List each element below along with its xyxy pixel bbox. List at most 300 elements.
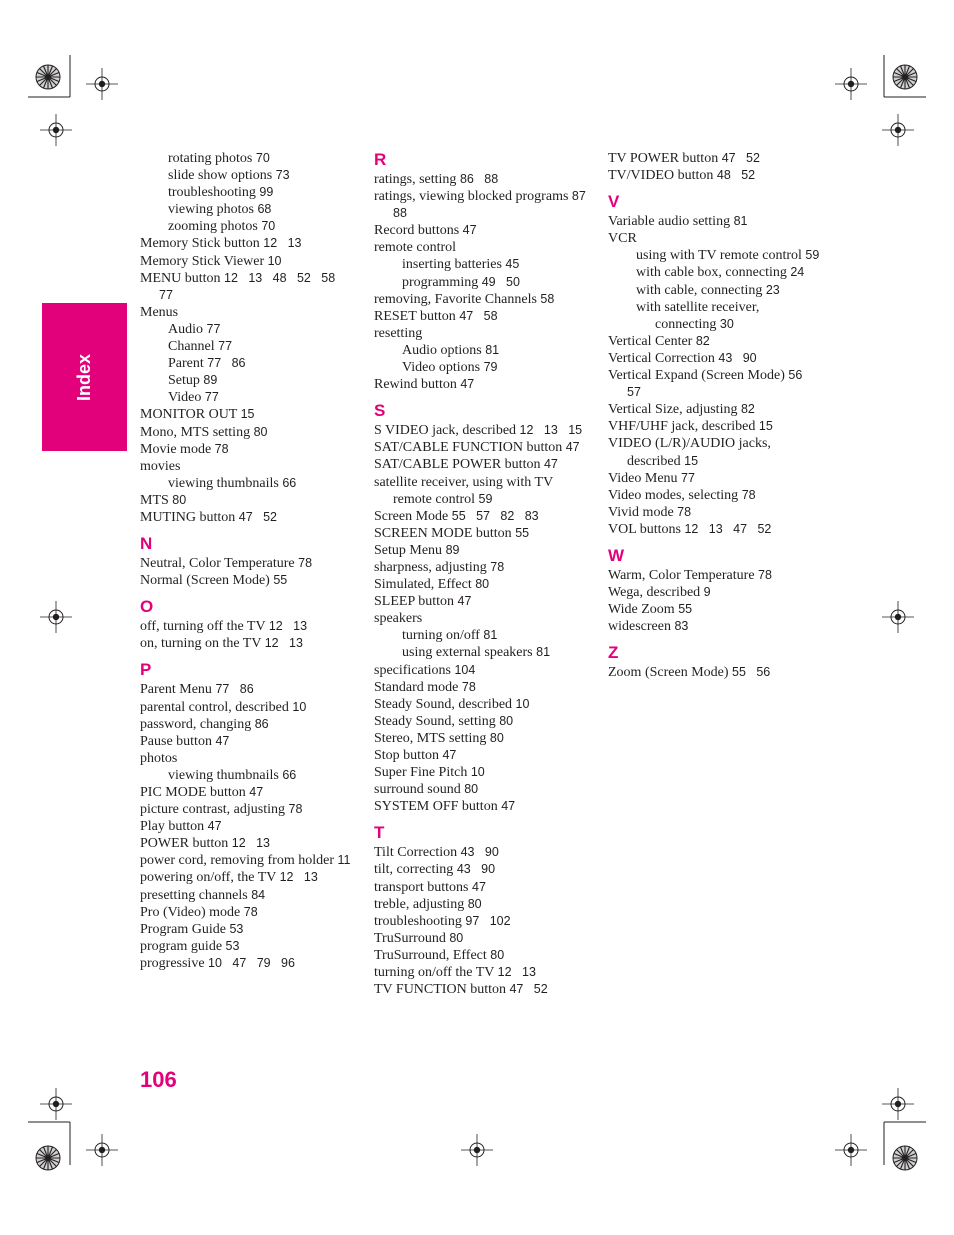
index-entry — [140, 424, 355, 441]
index-term: using with TV remote control — [636, 248, 802, 264]
index-term: Video — [168, 390, 202, 406]
index-term: TruSurround — [374, 930, 446, 946]
index-page-refs: 81 — [485, 342, 500, 357]
index-page-refs: 10 — [292, 699, 307, 714]
index-term: Vertical Center — [608, 333, 693, 349]
index-term: Video Menu — [608, 470, 678, 486]
index-term: presetting channels — [140, 887, 248, 903]
index-term: with satellite receiver, connecting — [636, 299, 760, 332]
index-term: Steady Sound, setting — [374, 713, 496, 729]
index-entry — [140, 304, 355, 321]
index-entry — [374, 747, 589, 764]
index-page-refs: 15 — [240, 407, 255, 422]
registration-mark-icon — [835, 1134, 867, 1166]
index-page-refs: 10 — [470, 765, 485, 780]
index-page-refs: 77 — [218, 339, 233, 354]
index-entry — [140, 955, 355, 972]
index-page-refs: 78 — [490, 559, 505, 574]
index-entry — [374, 798, 589, 815]
index-subentry — [374, 627, 589, 644]
index-term: turning on/off the TV — [374, 965, 495, 981]
index-entry — [140, 270, 355, 304]
index-entry — [374, 542, 589, 559]
index-term: Play button — [140, 819, 205, 835]
index-term: Program Guide — [140, 921, 226, 937]
index-entry — [608, 230, 823, 247]
index-entry — [140, 572, 355, 589]
index-page-refs: 80 — [475, 577, 490, 592]
index-page-refs: 12 13 — [268, 619, 308, 634]
section-letter: Z — [608, 643, 619, 663]
index-entry — [374, 308, 589, 325]
index-page-refs: 11 — [337, 853, 351, 868]
index-page-refs: 47 52 — [721, 151, 760, 165]
index-page-refs: 47 58 — [459, 308, 498, 323]
index-page-refs: 78 — [741, 487, 756, 502]
index-entry — [140, 681, 355, 698]
index-term: Simulated, Effect — [374, 577, 472, 593]
index-entry — [374, 861, 589, 878]
index-term: Steady Sound, described — [374, 696, 513, 712]
index-entry — [374, 844, 589, 861]
index-entry — [374, 930, 589, 947]
index-page-refs: 73 — [275, 168, 290, 183]
index-page-refs: 80 — [467, 896, 482, 911]
index-term: with cable, connecting — [636, 282, 763, 298]
index-entry — [374, 439, 589, 456]
index-term: off, turning off the TV — [140, 619, 266, 635]
index-subentry — [608, 264, 823, 281]
index-term: Screen Mode — [374, 508, 449, 524]
color-target-icon — [36, 1146, 60, 1170]
index-term: Stereo, MTS setting — [374, 730, 487, 746]
index-page-refs: 9 — [703, 585, 711, 600]
index-page-refs: 83 — [674, 619, 689, 634]
index-term: remote control — [374, 240, 457, 256]
index-page-refs: 12 13 48 52 58 77 — [159, 270, 346, 302]
index-entry — [374, 679, 589, 696]
index-entry — [140, 441, 355, 458]
index-term: Parent — [168, 356, 204, 372]
index-page-refs: 15 — [684, 453, 699, 468]
index-page-refs: 47 52 — [238, 509, 278, 524]
index-entry — [140, 750, 355, 767]
index-term: Variable audio setting — [608, 214, 731, 230]
index-entry — [374, 913, 589, 930]
index-entry — [374, 896, 589, 913]
index-page-refs: 43 90 — [456, 862, 496, 877]
index-term: removing, Favorite Channels — [374, 291, 537, 307]
index-entry — [374, 764, 589, 781]
index-entry — [608, 584, 823, 601]
index-term: ratings, viewing blocked programs — [374, 189, 569, 205]
index-page-refs: 81 — [536, 645, 551, 660]
index-entry — [608, 601, 823, 618]
index-subentry — [140, 150, 355, 167]
index-term: SAT/CABLE POWER button — [374, 457, 541, 473]
index-subentry — [140, 218, 355, 235]
index-subentry — [140, 338, 355, 355]
index-entry — [140, 635, 355, 652]
index-entry — [608, 521, 823, 538]
index-subentry — [140, 372, 355, 389]
index-term: program guide — [140, 938, 223, 954]
index-entry — [608, 150, 823, 167]
index-term: viewing thumbnails — [168, 475, 279, 491]
side-tab-label-wrap — [42, 303, 127, 451]
index-term: troubleshooting — [374, 913, 462, 929]
section-letter: V — [608, 192, 620, 212]
index-term: Warm, Color Temperature — [608, 567, 755, 583]
index-subentry — [374, 256, 589, 273]
index-term: photos — [140, 750, 178, 766]
index-page-refs: 47 — [207, 819, 222, 834]
index-page-refs: 47 — [215, 733, 230, 748]
index-term: zooming photos — [168, 219, 258, 235]
index-term: PIC MODE button — [140, 785, 246, 800]
index-page-refs: 82 — [695, 333, 710, 348]
index-entry — [608, 333, 823, 350]
index-entry — [374, 981, 589, 998]
index-page-refs: 89 — [445, 542, 460, 557]
index-subentry — [374, 359, 589, 376]
index-page-refs: 47 — [457, 594, 472, 609]
index-page-refs: 86 — [254, 716, 269, 731]
index-term: Stop button — [374, 748, 439, 763]
index-term: turning on/off — [402, 628, 480, 644]
index-page-refs: 12 13 15 — [519, 423, 583, 438]
index-term: Wide Zoom — [608, 602, 675, 618]
registration-mark-icon — [882, 1088, 914, 1120]
index-entry — [140, 253, 355, 270]
index-entry — [608, 487, 823, 504]
index-term: ratings, setting — [374, 172, 457, 187]
section-letter: O — [140, 597, 154, 617]
index-entry — [140, 938, 355, 955]
index-subentry — [608, 247, 823, 264]
index-entry — [374, 696, 589, 713]
section-letter: R — [374, 150, 387, 169]
index-term: parental control, described — [140, 699, 289, 715]
index-entry — [608, 213, 823, 230]
index-term: power cord, removing from holder — [140, 853, 334, 869]
registration-mark-icon — [882, 114, 914, 146]
index-page-refs: 80 — [172, 492, 187, 507]
index-term: Vertical Correction — [608, 350, 715, 366]
index-term: on, turning on the TV — [140, 636, 262, 652]
index-term: TV POWER button — [608, 151, 719, 166]
index-page-refs: 47 — [462, 223, 477, 238]
index-term: SCREEN MODE button — [374, 525, 512, 541]
section-letter: W — [608, 545, 625, 565]
index-term: Pause button — [140, 733, 212, 749]
index-term: Setup — [168, 373, 200, 389]
registration-mark-icon — [882, 601, 914, 633]
index-term: programming — [402, 274, 479, 290]
index-entry — [374, 610, 589, 627]
index-entry — [140, 869, 355, 886]
index-entry — [140, 406, 355, 423]
index-page-refs: 55 57 82 83 — [451, 508, 539, 523]
index-page-refs: 78 — [243, 904, 258, 919]
registration-mark-icon — [40, 601, 72, 633]
index-page-refs: 81 — [733, 214, 748, 229]
index-term: Video options — [402, 360, 481, 376]
index-page-refs: 77 86 — [215, 682, 254, 697]
index-term: POWER button — [140, 836, 229, 852]
index-subentry — [140, 201, 355, 218]
index-entry — [140, 509, 355, 526]
index-term: Normal (Screen Mode) — [140, 573, 270, 589]
index-entry — [374, 474, 589, 508]
index-term: surround sound — [374, 782, 461, 798]
index-term: Video modes, selecting — [608, 487, 739, 503]
index-entry — [608, 367, 823, 401]
index-page-refs: 10 — [515, 696, 530, 711]
index-page-refs: 78 — [677, 504, 692, 519]
index-page-refs: 10 — [267, 253, 282, 268]
index-subentry — [140, 389, 355, 406]
section-letter: P — [140, 660, 152, 680]
index-page-refs: 80 — [449, 930, 464, 945]
index-page-refs: 66 — [282, 767, 297, 782]
index-term: Vivid mode — [608, 504, 674, 520]
index-term: speakers — [374, 611, 423, 627]
index-entry — [374, 171, 589, 188]
index-page-refs: 30 — [719, 316, 734, 331]
index-term: treble, adjusting — [374, 896, 465, 912]
index-subentry — [608, 299, 823, 333]
index-term: Vertical Size, adjusting — [608, 402, 738, 418]
index-page-refs: 56 57 — [627, 368, 813, 400]
index-page-refs: 79 — [483, 360, 498, 375]
index-term: satellite receiver, using with TV remote control — [374, 474, 553, 507]
index-page-refs: 97 102 — [465, 913, 511, 928]
registration-mark-icon — [40, 114, 72, 146]
registration-mark-icon — [40, 1088, 72, 1120]
index-term: Zoom (Screen Mode) — [608, 665, 729, 681]
index-term: Pro (Video) mode — [140, 904, 241, 920]
section-letter: N — [140, 534, 153, 554]
index-entry — [374, 964, 589, 981]
index-term: Menus — [140, 304, 179, 320]
index-entry — [374, 947, 589, 964]
index-term: Setup Menu — [374, 542, 443, 558]
index-page-refs: 58 — [540, 291, 555, 306]
index-entry — [374, 188, 597, 222]
index-page-refs: 43 90 — [460, 845, 499, 860]
index-entry — [608, 664, 823, 681]
index-entry — [140, 818, 355, 835]
index-term: Memory Stick button — [140, 236, 260, 252]
index-term: rotating photos — [168, 151, 253, 166]
index-entry — [374, 781, 589, 798]
index-page-refs: 47 — [565, 440, 580, 455]
index-entry — [374, 422, 589, 439]
index-term: Movie mode — [140, 441, 212, 457]
index-entry — [608, 418, 823, 435]
index-term: Super Fine Pitch — [374, 765, 468, 781]
index-term: SLEEP button — [374, 594, 454, 610]
index-page-refs: 12 13 47 52 — [684, 521, 772, 536]
index-entry — [608, 401, 823, 418]
index-page-refs: 45 — [505, 257, 520, 272]
index-entry — [608, 567, 823, 584]
index-term: Audio — [168, 321, 203, 337]
index-page-refs: 80 — [499, 713, 514, 728]
index-page-refs: 59 — [805, 248, 820, 263]
index-term: Parent Menu — [140, 682, 212, 698]
index-page-refs: 78 — [298, 556, 313, 571]
index-entry — [608, 167, 823, 184]
index-entry — [374, 291, 589, 308]
index-entry — [140, 801, 355, 818]
index-term: Mono, MTS setting — [140, 424, 251, 440]
index-entry — [374, 325, 589, 342]
index-page-refs: 47 52 — [509, 982, 548, 997]
registration-mark-icon — [86, 68, 118, 100]
index-entry — [374, 239, 589, 256]
index-subentry — [140, 475, 355, 492]
index-page-refs: 99 — [259, 185, 274, 200]
index-term: TV/VIDEO button — [608, 168, 714, 184]
index-page-refs: 66 — [282, 475, 297, 490]
index-page-refs: 77 — [681, 470, 695, 485]
registration-mark-icon — [86, 1134, 118, 1166]
index-entry — [374, 879, 589, 896]
index-page-refs: 89 — [203, 373, 218, 388]
index-entry — [140, 699, 355, 716]
index-term: Channel — [168, 339, 215, 355]
index-subentry — [374, 342, 589, 359]
index-entry — [374, 376, 589, 393]
index-page-refs: 47 — [472, 879, 486, 894]
index-page-refs: 53 — [229, 921, 244, 936]
index-page-refs: 78 — [288, 802, 303, 817]
index-term: Rewind button — [374, 377, 457, 393]
index-term: widescreen — [608, 619, 671, 635]
index-term: resetting — [374, 325, 423, 341]
index-page-refs: 49 50 — [481, 274, 520, 289]
registration-mark-icon — [461, 1134, 493, 1166]
index-page-refs: 12 13 — [263, 236, 302, 251]
index-term: VHF/UHF jack, described — [608, 419, 756, 435]
index-subentry — [608, 282, 823, 299]
index-term: progressive — [140, 955, 205, 971]
index-term: Record buttons — [374, 223, 460, 239]
index-term: viewing photos — [168, 202, 254, 218]
index-entry — [140, 618, 355, 635]
index-entry — [140, 904, 355, 921]
index-page-refs: 86 88 — [459, 172, 499, 186]
index-term: TV FUNCTION button — [374, 982, 506, 998]
index-page-refs: 80 — [464, 782, 479, 797]
index-term: with cable box, connecting — [636, 265, 787, 281]
index-term: VOL buttons — [608, 521, 681, 537]
index-page-refs: 77 86 — [207, 356, 246, 371]
index-subentry — [374, 274, 589, 291]
index-entry — [140, 835, 355, 852]
index-term: tilt, correcting — [374, 862, 454, 878]
index-term: VIDEO (L/R)/AUDIO jacks, described — [608, 436, 771, 469]
index-entry — [374, 593, 589, 610]
index-entry — [140, 887, 355, 904]
index-page-refs: 47 — [501, 799, 516, 814]
index-term: movies — [140, 458, 181, 474]
index-page-refs: 55 — [515, 525, 530, 540]
index-entry — [140, 555, 355, 572]
index-page-refs: 87 88 — [393, 189, 597, 221]
index-term: TruSurround, Effect — [374, 947, 487, 963]
index-page-refs: 80 — [253, 424, 268, 439]
index-page-refs: 55 56 — [732, 665, 771, 680]
index-entry — [374, 508, 589, 525]
index-entry — [374, 662, 589, 679]
index-entry — [140, 733, 355, 750]
color-target-icon — [893, 1146, 917, 1170]
index-column-3 — [608, 150, 823, 681]
color-target-icon — [893, 65, 917, 89]
index-column-2 — [374, 150, 597, 998]
index-entry — [374, 559, 589, 576]
index-page-refs: 80 — [490, 947, 505, 962]
index-column-1 — [140, 150, 355, 972]
index-term: sharpness, adjusting — [374, 559, 487, 575]
index-term: SYSTEM OFF button — [374, 799, 498, 815]
index-term: transport buttons — [374, 879, 469, 895]
index-page-refs: 12 13 — [264, 636, 303, 651]
index-subentry — [374, 644, 589, 661]
index-term: SAT/CABLE FUNCTION button — [374, 440, 563, 456]
index-page-refs: 47 — [543, 457, 558, 472]
section-letter: S — [374, 401, 386, 421]
index-entry — [140, 458, 355, 475]
index-entry — [608, 504, 823, 521]
index-entry — [608, 435, 823, 469]
index-term: Neutral, Color Temperature — [140, 556, 295, 572]
index-page-refs: 81 — [483, 628, 498, 643]
index-term: using external speakers — [402, 645, 533, 661]
index-entry — [140, 784, 355, 801]
index-page-refs: 10 47 79 96 — [208, 955, 295, 970]
index-page-refs: 12 13 — [279, 870, 318, 885]
index-term: S VIDEO jack, described — [374, 423, 517, 439]
index-term: Audio options — [402, 342, 482, 358]
index-page-refs: 80 — [489, 730, 504, 745]
page-number: 106 — [140, 1067, 177, 1092]
index-page-refs: 70 — [261, 219, 276, 234]
index-term: RESET button — [374, 308, 456, 324]
index-page-refs: 47 — [460, 377, 475, 392]
index-term: MENU button — [140, 270, 221, 286]
index-term: slide show options — [168, 168, 273, 184]
index-entry — [140, 235, 355, 252]
index-page-refs: 78 — [461, 679, 476, 694]
index-term: inserting batteries — [402, 257, 502, 273]
index-page-refs: 104 — [454, 662, 476, 677]
index-term: VCR — [608, 231, 637, 247]
index-page-refs: 68 — [257, 202, 272, 217]
index-entry — [140, 921, 355, 938]
color-target-icon — [36, 65, 60, 89]
index-term: picture contrast, adjusting — [140, 802, 286, 818]
index-entry — [608, 470, 823, 487]
index-page-refs: 48 52 — [716, 168, 756, 183]
index-subentry — [140, 184, 355, 201]
index-term: viewing thumbnails — [168, 767, 279, 783]
index-term: specifications — [374, 662, 451, 678]
section-letter: T — [374, 823, 385, 843]
